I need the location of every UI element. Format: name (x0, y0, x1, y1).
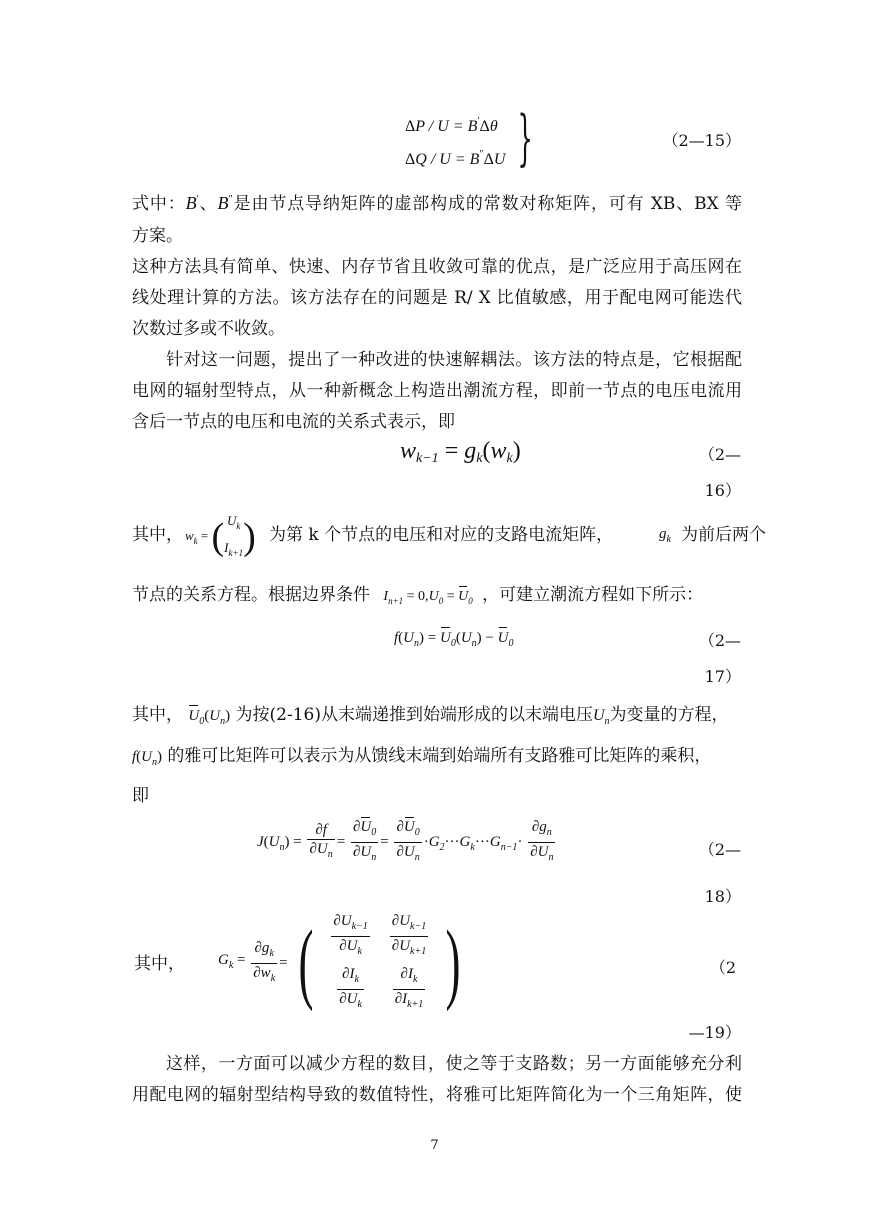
paragraph-6-line-2: $f(U_n)$ 的雅可比矩阵可以表示为从馈线末端到始端所有支路雅可比矩阵的乘积， (132, 746, 712, 768)
equation-2-15 (405, 112, 505, 170)
paragraph-1-line-2: 方案。 (132, 226, 183, 246)
page-number: 7 (430, 1138, 439, 1153)
wk-vector: $w_k$ = ( $U_k$ $I_{k+1}$ ) (185, 513, 256, 558)
paragraph-7: 其中， (134, 954, 185, 974)
paragraph-3-line-2: 电网的辐射型特点，从一种新概念上构造出潮流方程，即前一节点的电压电流用 (132, 381, 742, 401)
paragraph-4: 其中， $w_k$ = ( $U_k$ $I_{k+1}$ ) 为第 k 个节点的电压和对应的支路电流矩阵， $g_k$ 为前后两个 (132, 518, 742, 558)
equation-number-2-19b: —19） (688, 1023, 741, 1042)
paragraph-1-line-1: 式中：B′、B″是由节点导纳矩阵的虚部构成的常数对称矩阵，可有 XB、BX 等 (132, 193, 743, 214)
paragraph-3-line-1: 针对这一问题，提出了一种改进的快速解耦法。该方法的特点是，它根据配 (166, 350, 742, 370)
paragraph-3-line-3: 含后一节点的电压和电流的关系式表示，即 (132, 412, 455, 432)
equation-number-2-18a: （2— (698, 840, 741, 859)
u0-un-function: $U_0(U_n)$ (188, 708, 231, 727)
paragraph-6-line-3: 即 (132, 786, 149, 806)
paragraph-8-line-2: 用配电网的辐射型结构导致的数值特性，将雅可比矩阵简化为一个三角矩阵，使 (132, 1085, 742, 1105)
equation-2-15-row2: ΔQ / U = B″ΔU (405, 149, 506, 168)
equation-number-2-15: （2—15） (662, 131, 741, 150)
right-brace: } (517, 103, 533, 173)
paragraph-2-line-3: 次数过多或不收敛。 (132, 319, 285, 339)
equation-2-16: $w_{k-1} = g_k(w_k)$ (400, 438, 521, 466)
gk-symbol: $g_k$ (659, 526, 671, 545)
paragraph-5: 节点的关系方程。根据边界条件 $I_{n+1} = 0,U_0 = U_0$ ，可建立潮流方程如下所示： (132, 585, 704, 606)
equation-2-18: $J(U_n)$ = $\frac{\partial f}{\partial U_n}$ = $\frac{\partial U_0}{\partial U_n}$ = $\frac{\partial U_0}{\partial U_n}$ $\cdot G_2\cdot\cdot\cdot G_k\cdot\cdot\cdot G_{n-1}\cdot$ $\frac{\partial g_n}{\partial U_n}$ (257, 819, 554, 863)
paragraph-6-line-1: 其中， $U_0(U_n)$ 为按(2-16)从末端递推到始端形成的以末端电压$U_n$为变量的方程， (132, 705, 729, 727)
equation-number-2-16a: （2— (698, 445, 741, 464)
boundary-condition: $I_{n+1} = 0,U_0 = U_0$ (383, 589, 473, 606)
equation-number-2-18b: 18） (704, 887, 741, 906)
equation-2-17: $f(U_n) = U_0(U_n) - U_0$ (394, 630, 514, 649)
equation-number-2-16b: 16） (704, 481, 741, 500)
paragraph-2-line-2: 线处理计算的方法。该方法存在的问题是 R/ X 比值敏感，用于配电网可能迭代 (132, 288, 742, 308)
equation-2-15-row1: ΔP / U = B′Δθ (405, 116, 498, 135)
equation-number-2-17a: （2— (698, 631, 741, 650)
paragraph-2-line-1: 这种方法具有简单、快速、内存节省且收敛可靠的优点，是广泛应用于高压网在 (132, 257, 742, 277)
paragraph-8-line-1: 这样，一方面可以减少方程的数目，使之等于支路数；另一方面能够充分利 (166, 1054, 742, 1074)
equation-2-19: $G_k$ = $\frac{\partial g_k}{\partial w_k}$ = ( $\frac{\partial U_{k-1}}{\partial U_k}$ $\frac{\partial U_{k-1}}{\partial U_{k+1}}$ $\frac{\partial I_k}{\partial U_k}$ $\frac{\partial I_k}{\partial I_{k+1}}$ ) (218, 910, 468, 1016)
equation-number-2-19a: （2 (709, 958, 736, 977)
equation-number-2-17b: 17） (704, 667, 741, 686)
jacobian-matrix: $\frac{\partial U_{k-1}}{\partial U_k}$ $\frac{\partial U_{k-1}}{\partial U_{k+1}}$ $\frac{\partial I_k}{\partial U_k}$ $\frac{\partial I_k}{\partial I_{k+1}}$ (333, 913, 427, 1010)
